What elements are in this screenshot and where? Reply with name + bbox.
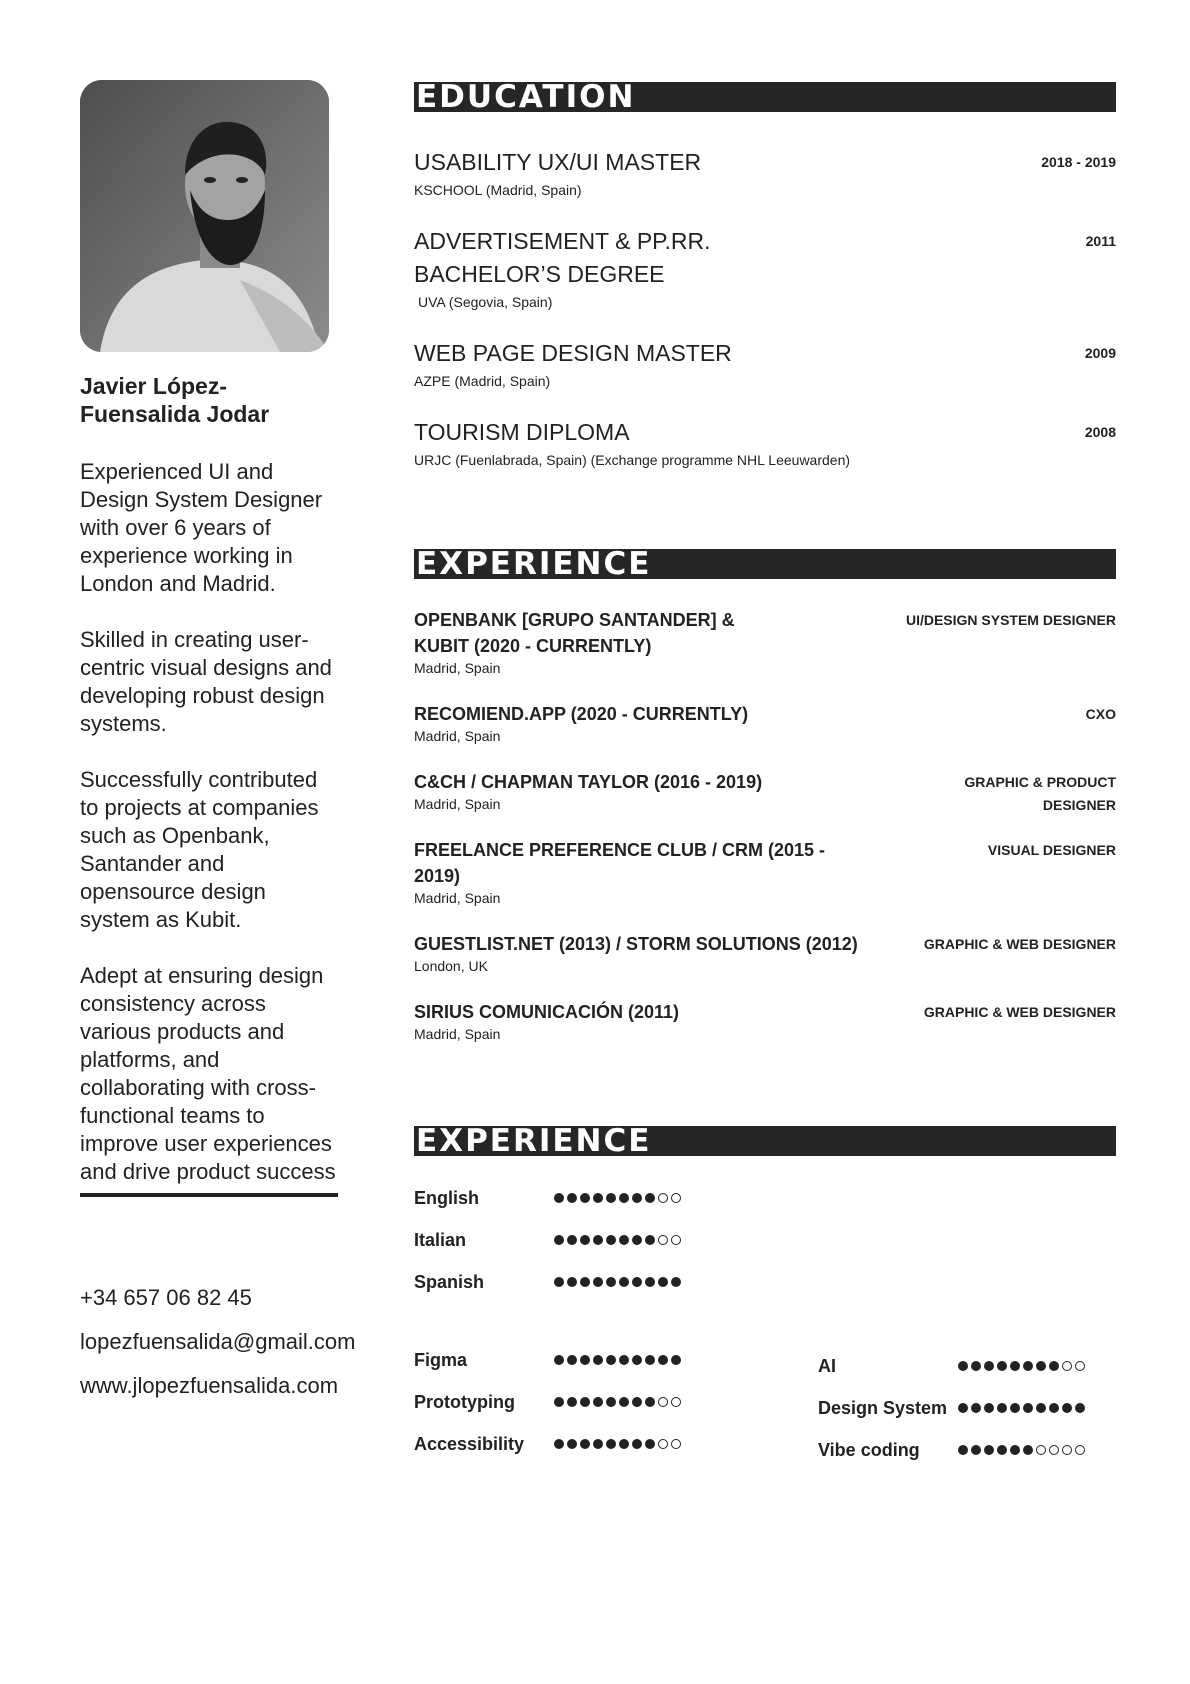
rating-dot-filled — [567, 1193, 577, 1203]
rating-dot-filled — [606, 1355, 616, 1365]
phone-number[interactable]: +34 657 06 82 45 — [80, 1285, 252, 1310]
rating-dot-filled — [606, 1277, 616, 1287]
rating-dot-filled — [580, 1235, 590, 1245]
skill-row — [414, 1392, 714, 1416]
rating-dot-filled — [580, 1355, 590, 1365]
divider — [80, 1193, 338, 1197]
rating-dot-filled — [554, 1397, 564, 1407]
education-title: ADVERTISEMENT & PP.RR. BACHELOR’S DEGREE — [414, 228, 711, 287]
rating-dot-empty — [1049, 1445, 1059, 1455]
rating-dot-filled — [554, 1235, 564, 1245]
rating-dot-filled — [984, 1445, 994, 1455]
rating-dot-filled — [645, 1439, 655, 1449]
skill-label: Prototyping — [414, 1392, 515, 1412]
rating-dot-filled — [1075, 1403, 1085, 1413]
rating-dot-filled — [593, 1235, 603, 1245]
rating-dot-filled — [632, 1397, 642, 1407]
rating-dot-filled — [1062, 1403, 1072, 1413]
rating-dot-filled — [619, 1193, 629, 1203]
main-column — [414, 82, 1116, 1043]
experience-location: Madrid, Spain — [414, 1026, 501, 1042]
bio-paragraph: Experienced UI and Design System Designer with over 6 years of experience working in London and Madrid. — [80, 459, 323, 596]
skill-label: AI — [818, 1356, 836, 1376]
education-title: TOURISM DIPLOMA — [414, 419, 630, 445]
education-institution: URJC (Fuenlabrada, Spain) (Exchange programme NHL Leeuwarden) — [414, 452, 851, 468]
rating-dot-filled — [645, 1193, 655, 1203]
rating-dot-filled — [997, 1403, 1007, 1413]
rating-dot-filled — [619, 1277, 629, 1287]
skill-label: Accessibility — [414, 1434, 525, 1454]
rating-dot-filled — [958, 1361, 968, 1371]
education-item — [414, 416, 1116, 469]
skill-rating — [554, 1235, 681, 1245]
experience-item — [414, 769, 1116, 813]
rating-dot-filled — [645, 1277, 655, 1287]
rating-dot-filled — [580, 1397, 590, 1407]
rating-dot-filled — [580, 1277, 590, 1287]
rating-dot-filled — [645, 1397, 655, 1407]
rating-dot-filled — [619, 1235, 629, 1245]
bio-paragraph: Skilled in creating user-centric visual designs and developing robust design systems. — [80, 627, 332, 736]
education-title: WEB PAGE DESIGN MASTER — [414, 340, 732, 366]
experience-company: OPENBANK [GRUPO SANTANDER] & KUBIT (2020 - CURRENTLY) — [414, 610, 735, 656]
skill-label: Italian — [414, 1230, 467, 1250]
skill-row — [818, 1440, 1118, 1464]
experience-company: SIRIUS COMUNICACIÓN (2011) — [414, 1002, 680, 1022]
skill-label: Spanish — [414, 1272, 485, 1292]
experience-role: VISUAL DESIGNER — [987, 842, 1116, 858]
portrait-image — [80, 80, 329, 352]
rating-dot-filled — [971, 1403, 981, 1413]
rating-dot-filled — [632, 1235, 642, 1245]
rating-dot-empty — [1062, 1445, 1072, 1455]
rating-dot-filled — [619, 1439, 629, 1449]
skill-label: Vibe coding — [818, 1440, 920, 1460]
rating-dot-empty — [1062, 1361, 1072, 1371]
rating-dot-filled — [658, 1355, 668, 1365]
rating-dot-filled — [645, 1355, 655, 1365]
rating-dot-filled — [997, 1361, 1007, 1371]
rating-dot-filled — [632, 1439, 642, 1449]
rating-dot-filled — [554, 1355, 564, 1365]
skill-row — [414, 1434, 714, 1458]
education-item — [414, 146, 1116, 199]
profile-photo — [80, 80, 329, 352]
experience-location: Madrid, Spain — [414, 796, 501, 812]
rating-dot-filled — [606, 1397, 616, 1407]
rating-dot-filled — [567, 1439, 577, 1449]
education-item — [414, 337, 1116, 390]
experience-item — [414, 999, 1116, 1043]
rating-dot-filled — [593, 1193, 603, 1203]
skill-rating — [554, 1397, 681, 1407]
skill-row — [818, 1356, 1118, 1380]
rating-dot-filled — [997, 1445, 1007, 1455]
skill-rating — [958, 1403, 1085, 1413]
education-title: USABILITY UX/UI MASTER — [414, 149, 702, 175]
rating-dot-filled — [658, 1277, 668, 1287]
rating-dot-filled — [1023, 1403, 1033, 1413]
rating-dot-filled — [671, 1355, 681, 1365]
experience-company: C&CH / CHAPMAN TAYLOR (2016 - 2019) — [414, 772, 763, 792]
rating-dot-filled — [632, 1355, 642, 1365]
rating-dot-empty — [1036, 1445, 1046, 1455]
skill-label: Design System — [818, 1398, 948, 1418]
contact-info — [80, 1276, 355, 1408]
skill-rating — [958, 1361, 1085, 1371]
education-institution: AZPE (Madrid, Spain) — [414, 373, 551, 389]
rating-dot-filled — [554, 1193, 564, 1203]
rating-dot-filled — [567, 1235, 577, 1245]
rating-dot-filled — [1023, 1361, 1033, 1371]
skills-heading: EXPERIENCE — [414, 1126, 1116, 1156]
rating-dot-filled — [567, 1277, 577, 1287]
rating-dot-filled — [1010, 1403, 1020, 1413]
rating-dot-filled — [1036, 1361, 1046, 1371]
rating-dot-filled — [971, 1445, 981, 1455]
rating-dot-filled — [567, 1397, 577, 1407]
skill-label: Figma — [414, 1350, 468, 1370]
education-year: 2018 - 2019 — [1041, 154, 1116, 170]
rating-dot-filled — [554, 1277, 564, 1287]
experience-location: London, UK — [414, 958, 488, 974]
rating-dot-empty — [1075, 1361, 1085, 1371]
rating-dot-filled — [1010, 1361, 1020, 1371]
skill-row — [414, 1272, 714, 1296]
rating-dot-empty — [671, 1235, 681, 1245]
skill-row — [414, 1350, 714, 1374]
rating-dot-empty — [671, 1193, 681, 1203]
skill-row — [818, 1398, 1118, 1422]
rating-dot-filled — [671, 1277, 681, 1287]
profile-column — [80, 80, 340, 1214]
experience-item — [414, 701, 1116, 745]
rating-dot-filled — [984, 1403, 994, 1413]
rating-dot-empty — [1075, 1445, 1085, 1455]
skill-rating — [554, 1193, 681, 1203]
rating-dot-empty — [658, 1235, 668, 1245]
rating-dot-empty — [658, 1397, 668, 1407]
skill-rating — [958, 1445, 1085, 1455]
experience-company: FREELANCE PREFERENCE CLUB / CRM (2015 - 2019) — [414, 840, 826, 886]
rating-dot-empty — [671, 1397, 681, 1407]
rating-dot-filled — [1049, 1403, 1059, 1413]
rating-dot-filled — [632, 1193, 642, 1203]
rating-dot-filled — [958, 1403, 968, 1413]
bio-paragraph: Successfully contributed to projects at companies such as Openbank, Santander and opensource design system as Kubit. — [80, 767, 319, 932]
rating-dot-filled — [1049, 1361, 1059, 1371]
rating-dot-filled — [593, 1439, 603, 1449]
education-year: 2011 — [1085, 233, 1116, 249]
rating-dot-filled — [606, 1193, 616, 1203]
education-institution: KSCHOOL (Madrid, Spain) — [414, 182, 582, 198]
experience-company: GUESTLIST.NET (2013) / STORM SOLUTIONS (2012) — [414, 934, 858, 954]
experience-location: Madrid, Spain — [414, 728, 501, 744]
rating-dot-filled — [984, 1361, 994, 1371]
rating-dot-filled — [1023, 1445, 1033, 1455]
rating-dot-filled — [632, 1277, 642, 1287]
skill-rating — [554, 1277, 681, 1287]
experience-role: GRAPHIC & WEB DESIGNER — [923, 936, 1116, 952]
rating-dot-empty — [658, 1439, 668, 1449]
rating-dot-empty — [658, 1193, 668, 1203]
rating-dot-filled — [958, 1445, 968, 1455]
experience-company: RECOMIEND.APP (2020 - CURRENTLY) — [414, 704, 749, 724]
rating-dot-filled — [1036, 1403, 1046, 1413]
experience-item — [414, 607, 1116, 677]
skill-label: English — [414, 1188, 480, 1208]
rating-dot-filled — [619, 1355, 629, 1365]
skill-rating — [554, 1355, 681, 1365]
education-heading: EDUCATION — [414, 82, 1116, 112]
rating-dot-filled — [554, 1439, 564, 1449]
bio — [80, 458, 340, 1186]
education-institution: UVA (Segovia, Spain) — [418, 294, 553, 310]
skill-row — [414, 1188, 714, 1212]
rating-dot-filled — [645, 1235, 655, 1245]
rating-dot-filled — [580, 1193, 590, 1203]
bio-paragraph: Adept at ensuring design consistency across various products and platforms, and collaborating with cross-functional teams to improve user experiences and drive product success — [80, 963, 336, 1184]
rating-dot-filled — [593, 1277, 603, 1287]
rating-dot-filled — [606, 1439, 616, 1449]
experience-location: Madrid, Spain — [414, 890, 501, 906]
skill-row — [414, 1230, 714, 1254]
rating-dot-filled — [593, 1397, 603, 1407]
experience-item — [414, 931, 1116, 975]
experience-role: UI/DESIGN SYSTEM DESIGNER — [905, 612, 1116, 628]
education-year: 2009 — [1084, 345, 1116, 361]
rating-dot-filled — [580, 1439, 590, 1449]
experience-role: GRAPHIC & PRODUCT DESIGNER — [964, 774, 1116, 813]
full-name: Javier López-Fuensalida Jodar — [80, 373, 270, 427]
email-link[interactable]: lopezfuensalida@gmail.com — [80, 1329, 356, 1354]
skill-rating — [554, 1439, 681, 1449]
rating-dot-filled — [619, 1397, 629, 1407]
rating-dot-empty — [671, 1439, 681, 1449]
education-year: 2008 — [1084, 424, 1116, 440]
website-link[interactable]: www.jlopezfuensalida.com — [80, 1373, 339, 1398]
experience-item — [414, 837, 1116, 907]
education-item — [414, 225, 1116, 311]
rating-dot-filled — [567, 1355, 577, 1365]
experience-role: CXO — [1085, 706, 1116, 722]
rating-dot-filled — [593, 1355, 603, 1365]
experience-role: GRAPHIC & WEB DESIGNER — [923, 1004, 1116, 1020]
rating-dot-filled — [606, 1235, 616, 1245]
rating-dot-filled — [1010, 1445, 1020, 1455]
experience-heading: EXPERIENCE — [414, 549, 1116, 579]
experience-location: Madrid, Spain — [414, 660, 501, 676]
rating-dot-filled — [971, 1361, 981, 1371]
